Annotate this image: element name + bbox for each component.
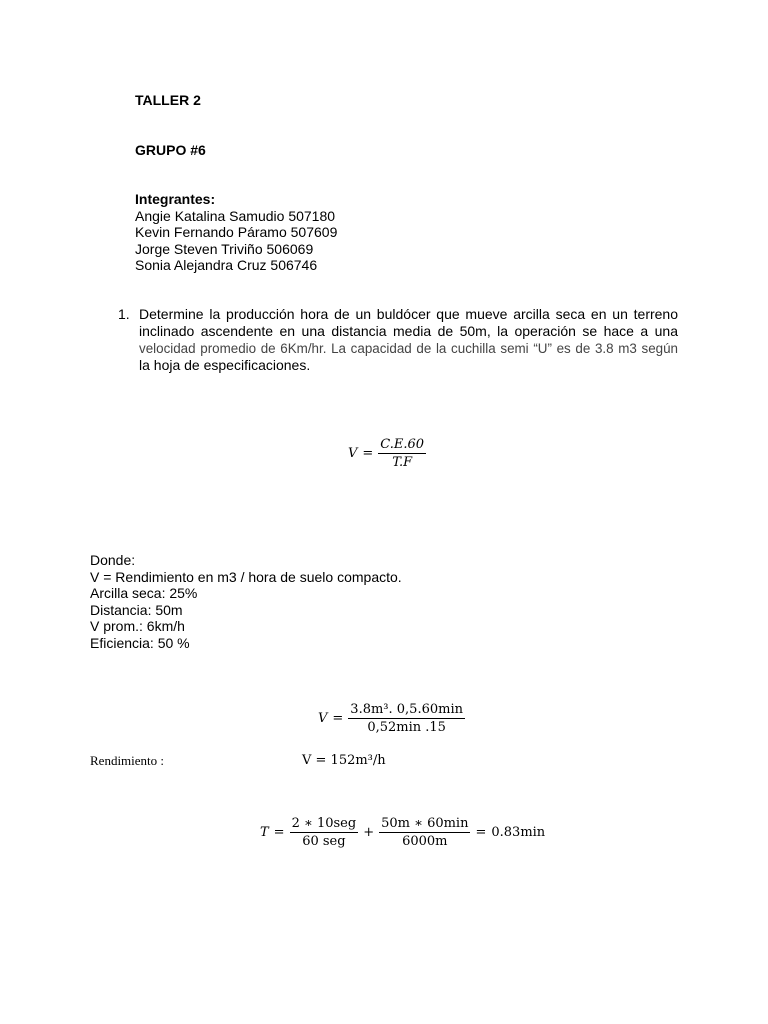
formula-lhs: T — [260, 825, 269, 840]
fraction-denominator: 0,52min .15 — [367, 720, 446, 735]
document-title: TALLER 2 — [135, 92, 201, 108]
group-heading: GRUPO #6 — [135, 142, 206, 158]
question-text-b: velocidad promedio de 6Km/hr. La capacidad de la cuchilla semi “U” es de 3.8 m3 según — [139, 340, 678, 356]
fraction-denominator: T.F — [392, 455, 413, 470]
question-text — [139, 306, 678, 374]
member-item: Sonia Alejandra Cruz 506746 — [135, 257, 318, 273]
fraction-denominator: 60 seg — [302, 834, 346, 849]
fraction-numerator: 3.8m³. 0,5.60min — [350, 702, 463, 717]
question-text-c: la hoja de especificaciones. — [139, 357, 311, 374]
formula-cycle-time — [260, 815, 545, 850]
fraction — [379, 815, 470, 850]
member-item: Angie Katalina Samudio 507180 — [135, 207, 336, 224]
formula-production — [348, 436, 426, 471]
where-label: Donde: — [90, 552, 136, 568]
fraction-numerator: C.E.60 — [380, 437, 425, 452]
formula-lhs: V — [348, 446, 358, 461]
where-item: V = Rendimiento en m3 / hora de suelo compacto. — [90, 568, 402, 585]
where-item: V prom.: 6km/h — [90, 618, 185, 634]
fraction — [378, 436, 426, 471]
members-label: Integrantes: — [135, 191, 216, 207]
formula-substitution — [318, 701, 465, 736]
member-item: Kevin Fernando Páramo 507609 — [135, 224, 338, 240]
formula-lhs: V — [318, 711, 328, 726]
equals-sign: = — [362, 446, 374, 461]
plus-sign: + — [363, 825, 375, 840]
formula-result: 0.83min — [491, 825, 546, 840]
equals-sign: = — [475, 825, 487, 840]
fraction-numerator: 2 ∗ 10seg — [291, 816, 357, 831]
where-item: Distancia: 50m — [90, 601, 183, 618]
yield-label: Rendimiento : — [90, 753, 165, 768]
members-block — [135, 191, 337, 274]
fraction — [290, 815, 359, 850]
yield-value: V = 152m³/h — [302, 753, 386, 768]
question-1 — [118, 306, 678, 374]
where-item: Eficiencia: 50 % — [90, 634, 190, 651]
where-block — [90, 552, 402, 651]
where-item: Arcilla seca: 25% — [90, 585, 198, 601]
equals-sign: = — [332, 711, 344, 726]
equals-sign: = — [273, 825, 285, 840]
question-number: 1. — [118, 306, 130, 322]
member-item: Jorge Steven Triviño 506069 — [135, 240, 314, 257]
fraction-denominator: 6000m — [402, 834, 448, 849]
question-text-a: Determine la producción hora de un buldócer que mueve arcilla seca en un terreno inclinado ascendente en una distancia media de 50m, la operación se hace a una — [139, 306, 678, 339]
fraction-numerator: 50m ∗ 60min — [381, 816, 469, 831]
fraction — [348, 701, 465, 736]
